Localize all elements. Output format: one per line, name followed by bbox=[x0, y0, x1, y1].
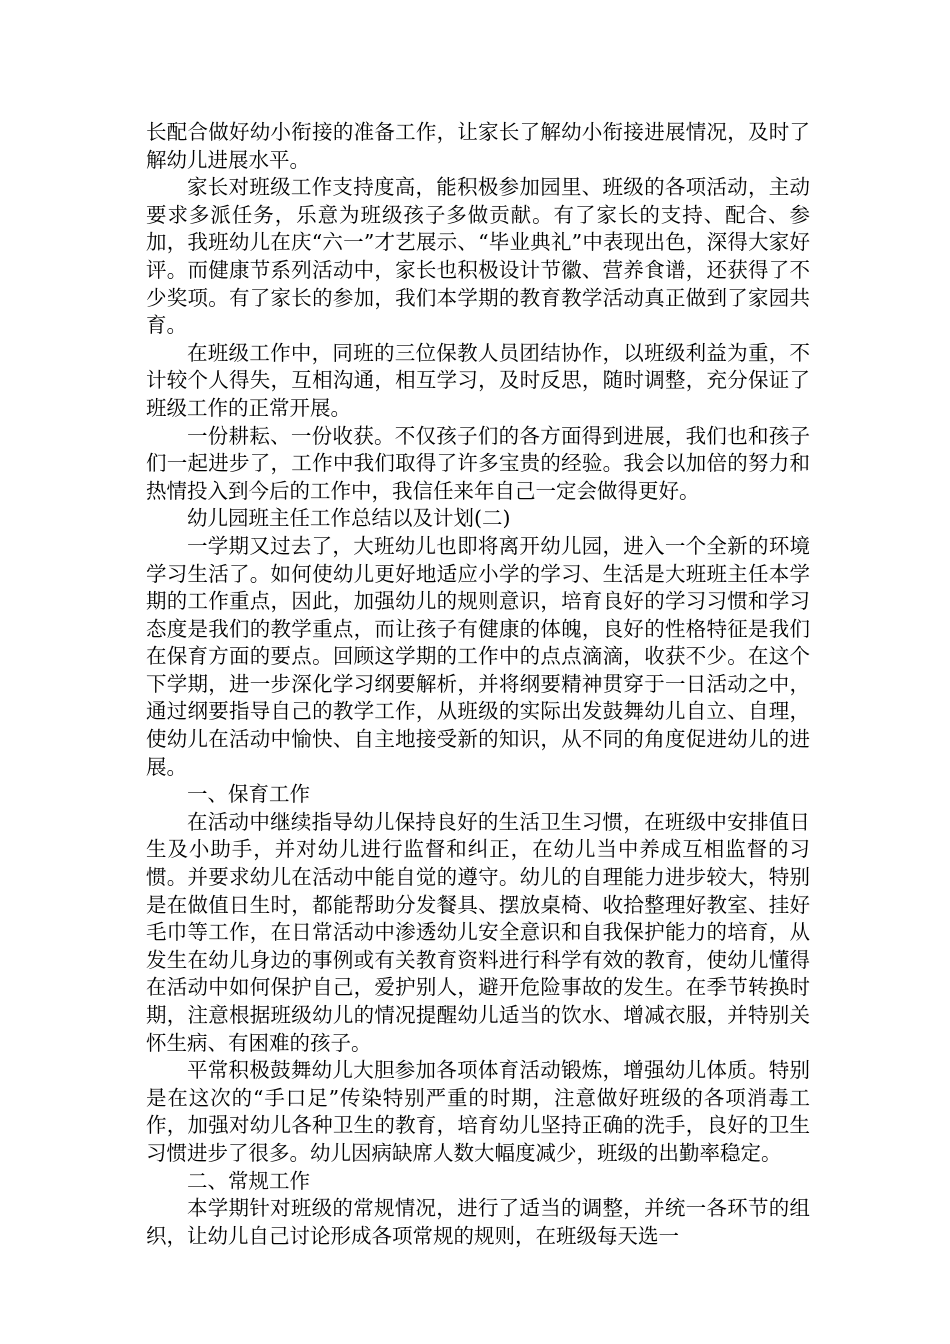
parent-support-paragraph: 家长对班级工作支持度高，能积极参加园里、班级的各项活动，主动要求多派任务，乐意为班级孩子多做贡献。有了家长的支持、配合、参加，我班幼儿在庆“六一”才艺展示、“毕业典礼”中表现出色，深得大家好评。而健康节系列活动中，家长也积极设计节徽、营养食谱，还获得了不少奖项。有了家长的参加，我们本学期的教育教学活动真正做到了家园共育。 bbox=[146, 175, 810, 338]
document-page bbox=[146, 119, 810, 1250]
reflection-paragraph: 一份耕耘、一份收获。不仅孩子们的各方面得到进展，我们也和孩子们一起进步了，工作中我们取得了许多宝贵的经验。我会以加倍的努力和热情投入到今后的工作中，我信任来年自己一定会做得更好。 bbox=[146, 423, 810, 503]
teamwork-paragraph: 在班级工作中，同班的三位保教人员团结协作，以班级利益为重，不计较个人得失，互相沟通，相互学习，及时反思，随时调整，充分保证了班级工作的正常开展。 bbox=[146, 340, 810, 420]
intro-paragraph: 一学期又过去了，大班幼儿也即将离开幼儿园，进入一个全新的环境学习生活了。如何使幼儿更好地适应小学的学习、生活是大班班主任本学期的工作重点，因此，加强幼儿的规则意识，培育良好的学习习惯和学习态度是我们的教学重点，而让孩子有健康的体魄，良好的性格特征是我们在保育方面的要点。回顾这学期的工作中的点点滴滴，收获不少。在这个下学期，进一步深化学习纲要解析，并将纲要精神贯穿于一日活动之中，通过纲要指导自己的教学工作，从班级的实际出发鼓舞幼儿自立、自理，使幼儿在活动中愉快、自主地接受新的知识，从不同的角度促进幼儿的进展。 bbox=[146, 533, 810, 779]
routine-paragraph: 本学期针对班级的常规情况，进行了适当的调整，并统一各环节的组织，让幼儿自己讨论形成各项常规的规则，在班级每天选一 bbox=[146, 1196, 810, 1248]
heading-routine-work: 二、常规工作 bbox=[187, 1168, 310, 1193]
care-paragraph-exercise: 平常积极鼓舞幼儿大胆参加各项体育活动锻炼，增强幼儿体质。特别是在这次的“手口足”传染特别严重的时期，注意做好班级的各项消毒工作，加强对幼儿各种卫生的教育，培育幼儿坚持正确的洗手，良好的卫生习惯进步了很多。幼儿因病缺席人数大幅度减少，班级的出勤率稳定。 bbox=[146, 1058, 810, 1165]
heading-care-work: 一、保育工作 bbox=[187, 782, 310, 807]
continuation-paragraph: 长配合做好幼小衔接的准备工作，让家长了解幼小衔接进展情况，及时了解幼儿进展水平。 bbox=[146, 120, 810, 172]
section-title: 幼儿园班主任工作总结以及计划(二) bbox=[187, 506, 511, 531]
care-paragraph-hygiene: 在活动中继续指导幼儿保持良好的生活卫生习惯，在班级中安排值日生及小助手，并对幼儿进行监督和纠正，在幼儿当中养成互相监督的习惯。并要求幼儿在活动中能自觉的遵守。幼儿的自理能力进步较大，特别是在做值日生时，都能帮助分发餐具、摆放桌椅、收拾整理好教室、挂好毛巾等工作，在日常活动中渗透幼儿安全意识和自我保护能力的培育，从发生在幼儿身边的事例或有关教育资料进行科学有效的教育，使幼儿懂得在活动中如何保护自己，爱护别人，避开危险事故的发生。在季节转换时期，注意根据班级幼儿的情况提醒幼儿适当的饮水、增减衣服，并特别关怀生病、有困难的孩子。 bbox=[146, 809, 810, 1055]
